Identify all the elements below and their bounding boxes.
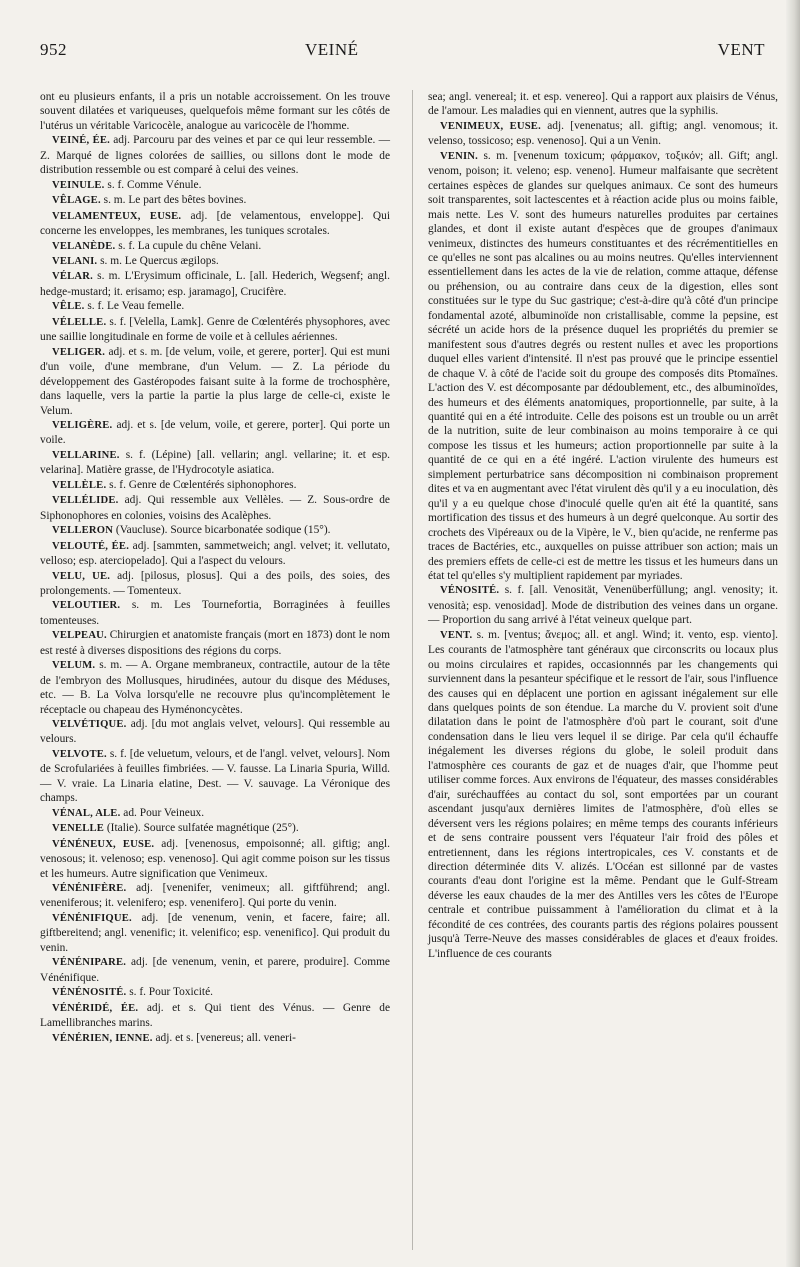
entry-body: s. f. (Lépine) [all. vellarin; angl. vellarine; it. et esp. velarina]. Matière grasse, de l'Hydrocotyle asiatica.: [40, 448, 390, 477]
entry-headword: VÊLE.: [52, 301, 85, 313]
entry-headword: VELOUTÉ, ÉE.: [52, 540, 130, 552]
entry-headword: VELOUTIER.: [52, 600, 121, 612]
dictionary-entry: [428, 583, 778, 627]
dictionary-entry: [40, 493, 390, 523]
dictionary-entry: [40, 254, 390, 269]
entry-headword: VEINULE.: [52, 179, 105, 191]
entry-headword: VELLÈLE.: [52, 479, 107, 491]
left-running-head: VEINÉ: [305, 40, 359, 59]
entry-body: ont eu plusieurs enfants, il a pris un notable accroissement. On les trouve souvent dilatées et variqueuses, quelquefois même formant sur les côtés de l'utérus un véritable Varicocèle, analogue au varicocèle de l'homme.: [40, 91, 390, 132]
dictionary-entry: [40, 911, 390, 955]
dictionary-entry: [40, 418, 390, 448]
entry-headword: VENIN.: [440, 150, 478, 162]
entry-headword: VENELLE: [52, 823, 105, 835]
dictionary-entry: [40, 985, 390, 1000]
entry-headword: VELLÉLIDE.: [52, 495, 119, 507]
entry-body: adj. [de velamentous, enveloppe]. Qui concerne les enveloppes, les membranes, les tuniques scrotales.: [40, 209, 390, 238]
entry-headword: VÉNÉNEUX, EUSE.: [52, 838, 155, 850]
dictionary-entry: [40, 821, 390, 836]
entry-body: (Vaucluse). Source bicarbonatée sodique (15°).: [115, 524, 331, 537]
dictionary-entry: [40, 90, 390, 133]
entry-body: adj. et s. Qui tient des Vénus. — Genre de Lamellibranches marins.: [40, 1001, 390, 1030]
entry-body: adj. et s. [de velum, voile, et gerere, porter]. Qui porte un voile.: [40, 418, 390, 447]
entry-headword: VÊLAGE.: [52, 195, 101, 207]
entry-headword: VENIMEUX, EUSE.: [440, 120, 541, 132]
page-edge: [786, 0, 800, 1267]
entry-body: s. f. [de veluetum, velours, et de l'angl. velvet, velours]. Nom de Scrofulariées à feuilles fimbriées. — V. fausse. La Linaria Spuria, Willd. — V. vraie. La Linaria elatine, Dest. — V. sauvage. La Véronique des champs.: [40, 747, 390, 805]
entry-headword: VÉLAR.: [52, 271, 93, 283]
page-number: 952: [40, 40, 67, 59]
entry-body: s. m. — A. Organe membraneux, contractile, autour de la tête de l'embryon des Mollusques, hirudinées, autour du disque des Méduses, etc. — B. La Volva lorsqu'elle ne recouvre plus qu'incomplètement le réceptacle ou chapeau des Hyménoncycètes.: [40, 659, 390, 716]
right-column: [428, 90, 778, 961]
entry-body: (Italie). Source sulfatée magnétique (25°).: [106, 822, 299, 835]
entry-headword: VELVOTE.: [52, 748, 107, 760]
dictionary-entry: [428, 149, 778, 584]
entry-body: s. f. Le Veau femelle.: [87, 300, 185, 313]
dictionary-entry: [40, 569, 390, 599]
dictionary-entry: [40, 448, 390, 478]
dictionary-entry: [40, 345, 390, 418]
dictionary-entry: [40, 239, 390, 254]
entry-body: adj. [de venenum, venin, et parere, produire]. Comme Vénénifique.: [40, 956, 390, 984]
entry-body: s. m. [ventus; ἄνεμος; all. et angl. Wind; it. vento, esp. viento]. Les courants de l'atmosphère tant généraux que circonscrits ou locaux plus ou moins circulaires et rapides, occasionnnés par les changements qui surviennent dans la pesanteur spécifique et le ressort de l'air, sous l'influence des causes qui en déplacent une portion en agissant inégalement sur elle dans quelques points de son étendue. La marche du V. provient soit d'une dilatation dans le point de l'atmosphère d'où part le courant, soit d'une condensation dans le lieu vers lequel il se dirige. Par cela qu'il échauffe inégalement les diverses régions du globe, le soleil produit dans l'atmosphère ces courants de gaz et de nuages d'air, que l'homme peut utiliser comme forces. Aux environs de l'équateur, des masses considérables d'air, suréchauffées au contact du sol, sont emportées par un courant ascendant jusqu'aux dernières limites de l'atmosphère, d'où elles se déversent vers les régions polaires; en même temps des courants inférieurs et de sens contraire poussent vers l'équateur l'air froid des pôles et entretiennent, dans les régions intertropicales, ces V. constants et de direction déterminée dits V. alizés. L'Océan est sillonné par de vastes courants d'eau dont l'origine est la même. Pendant que le Gulf-Stream déverse les eaux chaudes de la mer des Antilles vers les côtes de l'Europe centrale et contribue puissamment à l'amélioration du climat et à la fécondité de ces contrées, des courants partis des régions polaires poussent jusqu'à Terre-Neuve des masses considérables de glaces et d'eaux froides. L'influence de ces courants: [428, 628, 778, 960]
dictionary-entry: [40, 193, 390, 208]
entry-headword: VELU, UE.: [52, 570, 111, 582]
dictionary-entry: [40, 269, 390, 299]
entry-headword: VELPEAU.: [52, 630, 107, 642]
entry-headword: VELIGÈRE.: [52, 419, 113, 431]
entry-headword: VÉNÉNOSITÉ.: [52, 987, 127, 999]
entry-body: s. f. [all. Venosität, Venenüberfüllung; angl. venosity; it. venosità; esp. venosidad]. Mode de distribution des veines dans un organe. — Proportion du sang arrivé à l'état veineux quelque part.: [428, 584, 778, 627]
entry-body: s. f. Genre de Cœlentérés siphonophores.: [109, 478, 297, 491]
column-rule: [412, 90, 413, 1250]
dictionary-entry: [40, 299, 390, 314]
entry-headword: VÉNÉRIDÉ, ÉE.: [52, 1002, 139, 1014]
entry-headword: VELANÈDE.: [52, 240, 116, 252]
dictionary-entry: [40, 806, 390, 821]
dictionary-entry: [40, 837, 390, 881]
dictionary-entry: [40, 523, 390, 538]
entry-body: adj. [du mot anglais velvet, velours]. Qui ressemble au velours.: [40, 718, 390, 746]
entry-headword: VEINÉ, ÉE.: [52, 135, 110, 147]
entry-body: adj. Parcouru par des veines et par ce qui leur ressemble. — Z. Marqué de lignes colorées de saillies, ou sillons dont le mode de distribution ressemble ou est comparé à celui des veines.: [40, 134, 390, 177]
right-running-head: VENT: [717, 40, 765, 59]
dictionary-entry: [40, 658, 390, 717]
entry-body: s. f. Pour Toxicité.: [129, 986, 213, 999]
entry-body: s. m. Le part des bêtes bovines.: [103, 194, 247, 207]
entry-headword: VÉNÉRIEN, IENNE.: [52, 1032, 153, 1044]
entry-headword: VENT.: [440, 629, 473, 641]
dictionary-entry: [40, 598, 390, 628]
entry-body: s. f. La cupule du chêne Velani.: [118, 239, 262, 252]
entry-body: Chirurgien et anatomiste français (mort en 1873) dont le nom est resté à diverses dispositions des régions du corps.: [40, 629, 390, 657]
entry-body: ad. Pour Veineux.: [123, 806, 205, 819]
entry-headword: VELUM.: [52, 660, 96, 672]
dictionary-entry: [428, 119, 778, 149]
entry-body: sea; angl. venereal; it. et esp. venereo]. Qui a rapport aux plaisirs de Vénus, de l'amour. Les maladies qui en viennent, autres que la syphilis.: [428, 91, 778, 118]
entry-body: adj. Qui ressemble aux Vellèles. — Z. Sous-ordre de Siphonophores en colonies, voisins des Acalèphes.: [40, 494, 390, 522]
entry-body: s. m. Le Quercus ægilops.: [100, 254, 219, 267]
entry-headword: VELLERON: [52, 525, 114, 537]
dictionary-entry: [40, 881, 390, 911]
entry-headword: VÉNÉNIFIQUE.: [52, 912, 132, 924]
dictionary-entry: [40, 209, 390, 239]
entry-body: adj. [venenosus, empoisonné; all. giftig; angl. venosous; it. velenoso; esp. venenoso]. Qui agit comme poison sur les tissus et les humeurs. Autre signification que Venimeux.: [40, 837, 390, 880]
entry-headword: VÉNÉNIPARE.: [52, 957, 127, 969]
dictionary-entry: [428, 628, 778, 961]
entry-headword: VÉLELLE.: [52, 316, 107, 328]
dictionary-entry: [40, 478, 390, 493]
entry-body: adj. [de venenum, venin, et facere, faire; all. giftbereitend; angl. venenific; it. velenifico; esp. venenifico]. Qui produit du venin.: [40, 911, 390, 954]
entry-body: adj. [venenifer, venimeux; all. giftführend; angl. veneniferous; it. velenifero; esp. venenifero]. Qui porte du venin.: [40, 882, 390, 910]
entry-headword: VÉNÉNIFÈRE.: [52, 883, 127, 895]
dictionary-entry: [40, 955, 390, 985]
dictionary-entry: [40, 1031, 390, 1046]
left-column: [40, 90, 390, 1046]
dictionary-entry: [40, 628, 390, 658]
entry-headword: VÉNAL, ALE.: [52, 807, 121, 819]
dictionary-entry: [40, 539, 390, 569]
dictionary-entry: [40, 717, 390, 747]
entry-headword: VELVÉTIQUE.: [52, 719, 127, 731]
entry-headword: VELLARINE.: [52, 449, 120, 461]
entry-body: adj. et s. m. [de velum, voile, et gerere, porter]. Qui est muni d'un voile, d'une membrane, d'un Velum. — Z. La période du développement des Gastéropodes faisant suite à la forme de trochosphère, dans laquelle, vers la partie la partie la plus large de celle-ci, existe le Velum.: [40, 345, 390, 417]
entry-headword: VELIGER.: [52, 346, 106, 358]
entry-body: s. m. [venenum toxicum; φάρμακον, τοξικόν; all. Gift; angl. venom, poison; it. veleno; esp. veneno]. Humeur malfaisante que secrètent certaines espèces de glandes sur quelques animaux. Ce sont des humeurs soit transparentes, soit lactescentes et à réaction acide plus ou moins faible, mais nette. Les V. sont des humeurs naturelles produites par certaines glandes, et dont il existe autant d'espèces que de groupes d'animaux venimeux, distinctes des humeurs constituantes et des récrémentitielles en ce qu'elles ne sont pas alcalines ou au moins neutres. Qu'elles interviennent essentiellement dans les actes de la vie de relation, comme attaque, défense ou préhension, ou au contraire dans ceux de la digestion, elles sont constituées sur le type du Suc gastrique; c'est-à-dire qu'à côté d'un principe fondamental azoté, albuminoïde non cristallisable, comme la pepsine, est sécrété un acide hors de la présence duquel les propriétés du premier se manifestent sous d'autres degrés ou restent nulles et avec les proportions duquel elles varient d'intensité. Il n'est pas prouvé que le principe essentiel de chaque V. à côté de l'acide soit du groupe des composés dits Ptomaïnes. L'action des V. est décomposante par dédoublement, etc., des albuminoïdes, des humeurs et des éléments anatomiques, proportionnelle, par suite, à la quantité qui en a été introduite. Celle des poisons est un trouble ou un arrêt de la nutrition, suite de leur combinaison au moins temporaire à ce qui compose les tissus et les humeurs; action proportionnelle par suite à la quantité de ce qui en a été ingéré. L'action virulente des humeurs est simplement perturbatrice sans décomposition ni combinaison proprement dites et va en augmentant avec l'état virulent dès qu'il y a eu inoculation, dès qu'il y a eu quelque chose d'inoculé quelle qu'en ait été la quantité, sans mortification des tissus et des humeurs à un degré quelconque. Au sortir des crochets des Vipéreaux ou de la Vipère, le V., bien qu'acide, ne renferme pas traces de Bactéries, etc., auxquelles on puisse attribuer son action; mais un des premiers effets de celle-ci est de mettre les tissus et les humeurs dans un état tel qu'elles s'y multiplient rapidement par myriades.: [428, 149, 778, 582]
dictionary-entry: [40, 315, 390, 345]
entry-body: adj. [venenatus; all. giftig; angl. venomous; it. velenso, tossicoso; esp. venenoso]. Qui a un Venin.: [428, 119, 778, 148]
entry-body: adj. [pilosus, plosus]. Qui a des poils, des soies, des prolongements. — Tomenteux.: [40, 569, 390, 597]
dictionary-entry: [428, 90, 778, 119]
entry-body: s. m. L'Erysimum officinale, L. [all. Hederich, Wegsenf; angl. hedge-mustard; it. erisamo; esp. jaramago], Crucifère.: [40, 270, 390, 298]
entry-body: s. f. [Velella, Lamk]. Genre de Cœlentérés physophores, avec une saillie longitudinale en forme de voile et à cellules aériennes.: [40, 315, 390, 344]
dictionary-entry: [40, 133, 390, 177]
entry-body: s. m. Les Tournefortia, Borraginées à feuilles tomenteuses.: [40, 599, 390, 627]
dictionary-entry: [40, 178, 390, 193]
entry-body: s. f. Comme Vénule.: [107, 178, 202, 191]
entry-headword: VÉNOSITÉ.: [440, 585, 500, 597]
dictionary-entry: [40, 747, 390, 806]
entry-headword: VELAMENTEUX, EUSE.: [52, 210, 182, 222]
page-header: [40, 40, 765, 66]
entry-body: adj. [sammten, sammetweich; angl. velvet; it. vellutato, velloso; esp. aterciopelado]. Qui a l'aspect du velours.: [40, 539, 390, 568]
dictionary-entry: [40, 1001, 390, 1031]
entry-headword: VELANI.: [52, 255, 98, 267]
entry-body: adj. et s. [venereus; all. veneri-: [155, 1031, 296, 1044]
